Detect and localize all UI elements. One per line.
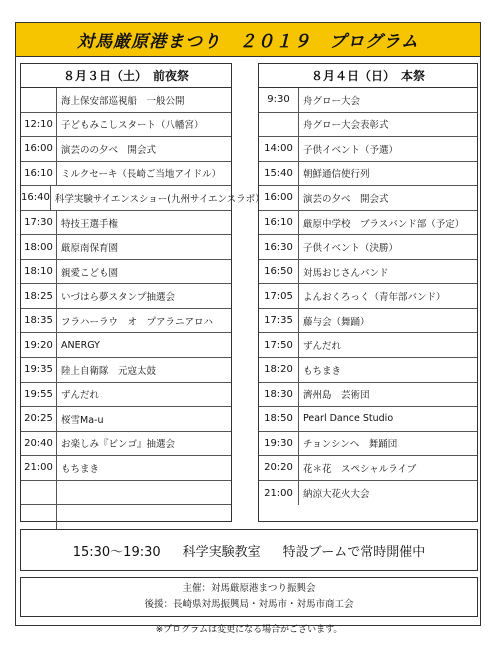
support-text: 後援：長崎県対馬振興局・対馬市・対馬市商工会 (144, 599, 354, 610)
schedule-time: 16:00 (259, 186, 299, 210)
banner-time: 15:30～19:30 (72, 544, 161, 560)
schedule-time: 19:30 (259, 432, 299, 456)
schedule-event: 藤与会（舞踊） (303, 316, 370, 328)
schedule-event: 舟グロー大会表彰式 (303, 120, 389, 132)
schedule-row (259, 309, 477, 334)
schedule-event: 陸上自衛隊 元寇太鼓 (61, 365, 157, 377)
schedule-event: 子供イベント（予選） (303, 144, 399, 156)
schedule-event: お楽しみ『ビンゴ』抽選会 (61, 439, 176, 451)
banner-title: 科学実験教室 (182, 544, 261, 560)
schedule-event: 花＊花 スペシャルライブ (303, 463, 417, 475)
schedule-event: ずんだれ (303, 341, 342, 353)
schedule-row (259, 211, 477, 236)
schedule-time: 16:00 (21, 137, 57, 161)
schedule-row (259, 162, 477, 187)
day2-column (258, 63, 478, 522)
schedule-event (57, 481, 231, 505)
schedule-row (259, 186, 477, 211)
schedule-time: 20:25 (21, 407, 57, 431)
schedule-time: 20:40 (21, 432, 57, 456)
schedule-time: 17:35 (259, 309, 299, 333)
schedule-event: ずんだれ (61, 390, 100, 402)
schedule-event: もちまき (303, 365, 342, 377)
schedule-event: 納涼大花火大会 (303, 489, 370, 501)
schedule-row (21, 358, 231, 383)
schedule-row (21, 284, 231, 309)
schedule-time: 20:20 (259, 456, 299, 480)
day1-schedule (21, 88, 265, 530)
schedule-time: 17:30 (21, 211, 57, 235)
schedule-time: 18:25 (21, 284, 57, 308)
schedule-time (21, 505, 57, 530)
schedule-event: チョンシンヘ 舞踊団 (303, 439, 398, 451)
schedule-row (259, 235, 477, 260)
schedule-row (21, 186, 265, 211)
schedule-time: 16:40 (21, 186, 51, 210)
schedule-row (21, 260, 231, 285)
schedule-time: 17:50 (259, 333, 299, 357)
page-title: 対馬厳原港まつり ２０１９ プログラム (16, 23, 480, 57)
schedule-row (21, 456, 231, 481)
schedule-event: ミルクセーキ（長崎ご当地アイドル） (61, 169, 222, 181)
schedule-time: 21:00 (21, 456, 57, 480)
schedule-row (259, 456, 477, 481)
schedule-row (259, 260, 477, 285)
schedule-row (21, 333, 231, 358)
schedule-time: 18:30 (259, 383, 299, 407)
schedule-event: 演芸の夕べ 開会式 (303, 193, 389, 205)
schedule-event: ANERGY (61, 339, 100, 351)
schedule-row (21, 505, 231, 530)
schedule-time: 16:50 (259, 260, 299, 284)
schedule-event: 演芸のの夕べ 開会式 (61, 144, 157, 156)
schedule-time: 16:30 (259, 235, 299, 259)
schedule-time (21, 481, 57, 505)
schedule-time: 18:10 (21, 260, 57, 284)
schedule-event: 厳原南保育園 (61, 243, 119, 255)
change-note: ※プログラムは変更になる場合がございます。 (155, 624, 343, 635)
day1-column (20, 63, 265, 522)
schedule-row (21, 407, 231, 432)
schedule-row (259, 358, 477, 383)
schedule-event: 科学実験サイエンスショー(九州サイエンスラボ） (54, 193, 265, 205)
schedule-time (259, 113, 299, 137)
schedule-row (259, 88, 477, 113)
schedule-row (259, 333, 477, 358)
schedule-row (21, 481, 231, 506)
schedule-event: Pearl Dance Studio (303, 413, 394, 425)
schedule-time: 19:20 (21, 333, 57, 357)
schedule-row (21, 88, 231, 113)
schedule-event: 朝鮮通信使行列 (303, 169, 370, 181)
schedule-event: 子供イベント（決勝） (303, 243, 399, 255)
host-text: 主催：対馬厳原港まつり振興会 (182, 583, 316, 594)
schedule-row (259, 432, 477, 457)
schedule-time: 12:10 (21, 113, 57, 137)
organizer-box (20, 577, 478, 617)
schedule-time: 19:35 (21, 358, 57, 382)
schedule-row (21, 137, 231, 162)
schedule-event (57, 505, 231, 530)
day1-heading: ８月３日（土） 前夜祭 (21, 64, 231, 88)
schedule-event: 桜雪Ma-u (61, 414, 104, 426)
schedule-event: よんおくろっく（青年部バンド） (303, 292, 446, 304)
schedule-event: 特技王選手権 (61, 218, 119, 230)
schedule-row (259, 383, 477, 408)
program-frame (15, 22, 481, 635)
schedule-row (21, 383, 231, 408)
schedule-time: 16:10 (21, 162, 57, 186)
schedule-row (259, 407, 477, 432)
schedule-row (259, 284, 477, 309)
schedule-event: 対馬おじさんバンド (303, 267, 389, 279)
schedule-event: 海上保安部巡視船 一般公開 (61, 95, 185, 107)
schedule-time: 9:30 (259, 88, 299, 112)
schedule-time: 19:55 (21, 383, 57, 407)
schedule-event: 親愛こども園 (61, 267, 119, 279)
schedule-time: 14:00 (259, 137, 299, 161)
schedule-time: 17:05 (259, 284, 299, 308)
banner-detail: 特設ブームで常時開催中 (282, 544, 426, 560)
schedule-event: いづはら夢スタンプ抽選会 (61, 292, 176, 304)
schedule-event: 子どもみこしスタート（八幡宮） (61, 120, 204, 132)
schedule-time: 21:00 (259, 481, 299, 506)
day2-heading: ８月４日（日） 本祭 (259, 64, 477, 88)
schedule-row (21, 113, 231, 138)
schedule-event: 舟グロー大会 (303, 95, 361, 107)
schedule-row (21, 211, 231, 236)
schedule-row (259, 113, 477, 138)
schedule-time: 18:50 (259, 407, 299, 431)
schedule-time: 15:40 (259, 162, 299, 186)
schedule-event: 濟州島 芸術団 (303, 390, 370, 402)
schedule-row (259, 137, 477, 162)
schedule-row (21, 235, 231, 260)
science-banner (20, 529, 478, 571)
schedule-time: 18:35 (21, 309, 57, 333)
schedule-time: 18:20 (259, 358, 299, 382)
schedule-row (259, 481, 477, 506)
schedule-time: 16:10 (259, 211, 299, 235)
schedule-row (21, 162, 231, 187)
schedule-event: 厳原中学校 ブラスバンド部（予定） (303, 218, 465, 230)
schedule-row (21, 432, 231, 457)
schedule-time: 18:00 (21, 235, 57, 259)
schedule-time (21, 88, 57, 112)
schedule-row (21, 309, 231, 334)
day2-schedule (259, 88, 477, 505)
schedule-event: フラハーラウ オ プアラニアロハ (61, 316, 214, 328)
schedule-event: もちまき (61, 463, 100, 475)
